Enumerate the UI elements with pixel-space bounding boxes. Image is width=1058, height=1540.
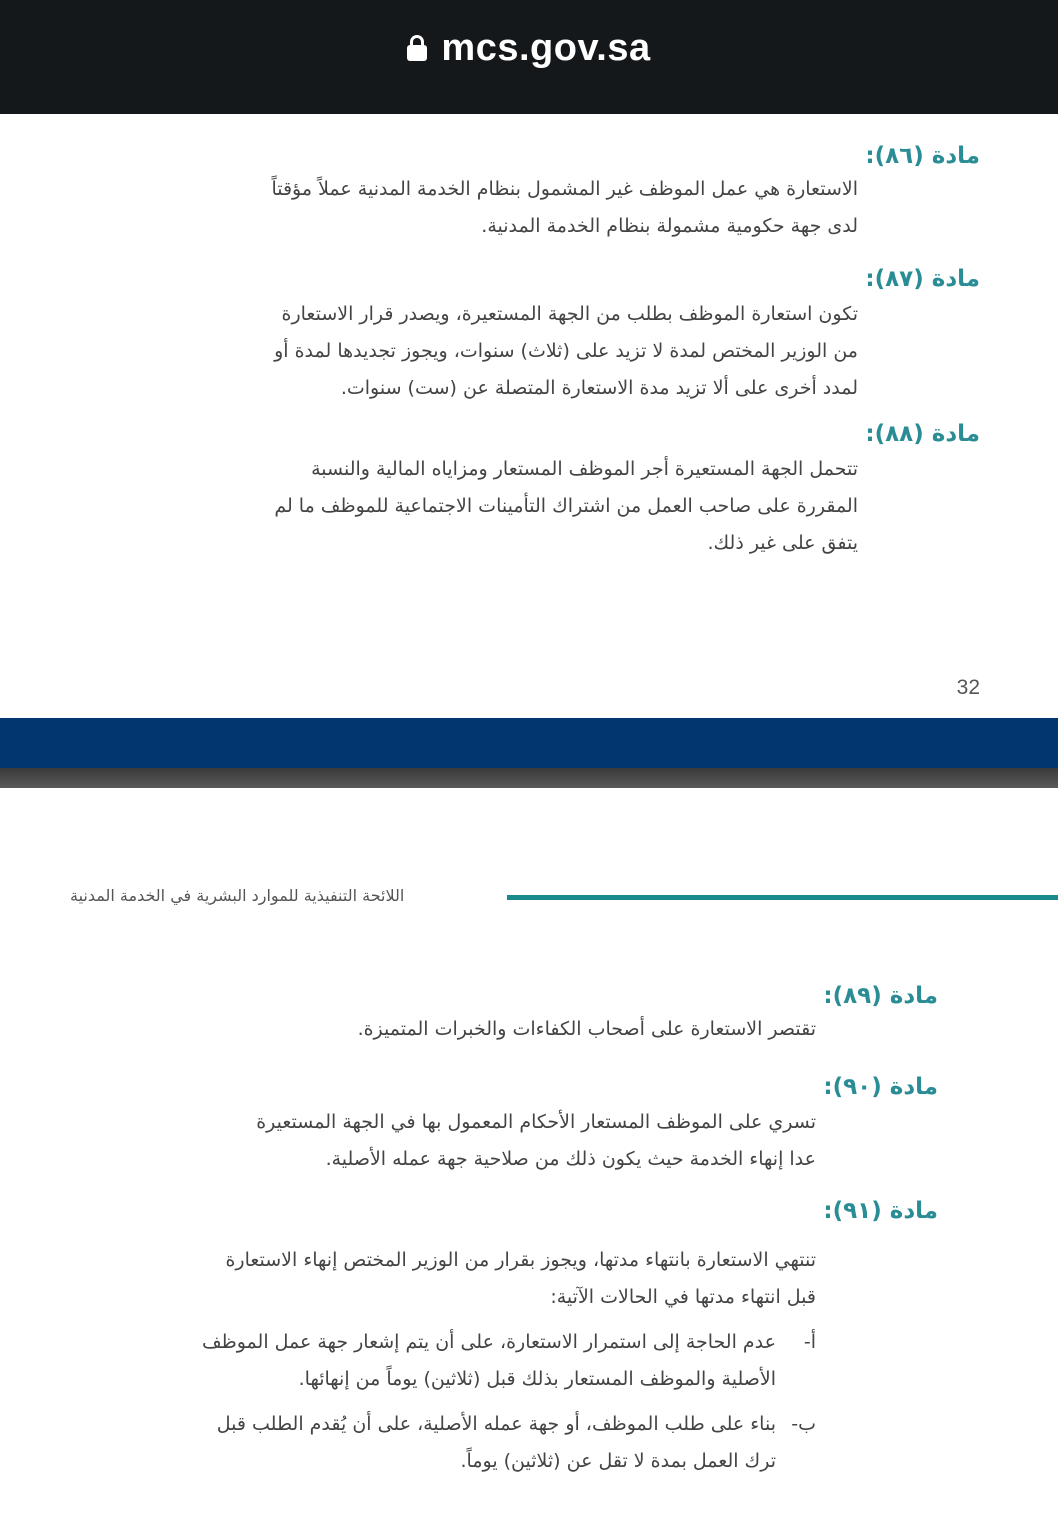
- document-page-33: [0, 788, 1058, 1540]
- article-line: بناء على طلب الموظف، أو جهة عمله الأصلية، على أن يُقدم الطلب قبل: [216, 1413, 776, 1435]
- article-body: [72, 1011, 816, 1048]
- header-rule: [507, 895, 1058, 900]
- browser-url-bar[interactable]: [0, 0, 1058, 114]
- list-item-text: [72, 1324, 776, 1398]
- article-title: مادة (٨٧):: [865, 266, 980, 292]
- url-text: mcs.gov.sa: [441, 26, 651, 69]
- article-line: قبل انتهاء مدتها في الحالات الآتية:: [550, 1286, 816, 1308]
- article-body: [114, 171, 858, 245]
- article-90: [72, 1072, 938, 1178]
- article-body: [72, 1104, 816, 1178]
- page-gap: [0, 768, 1058, 788]
- article-title: مادة (٨٩):: [823, 983, 938, 1009]
- article-91: [72, 1196, 938, 1480]
- list-item: [72, 1324, 816, 1398]
- article-body: [114, 451, 858, 562]
- article-line: تتحمل الجهة المستعيرة أجر الموظف المستعار ومزاياه المالية والنسبة: [311, 458, 858, 480]
- article-title: مادة (٨٨):: [865, 421, 980, 447]
- list-marker: ب-: [791, 1413, 816, 1435]
- article-88: [114, 419, 980, 562]
- article-title: مادة (٨٦):: [865, 143, 980, 169]
- running-header-text: اللائحة التنفيذية للموارد البشرية في الخدمة المدنية: [70, 886, 405, 905]
- article-line: المقررة على صاحب العمل من اشتراك التأمينات الاجتماعية للموظف ما لم: [274, 495, 858, 517]
- article-89: [72, 981, 938, 1048]
- article-body: [72, 1242, 816, 1480]
- article-line: الأصلية والموظف المستعار بذلك قبل (ثلاثين) يوماً من إنهائها.: [298, 1368, 776, 1390]
- article-line: من الوزير المختص لمدة لا تزيد على (ثلاث) سنوات، ويجوز تجديدها لمدة أو: [274, 340, 858, 362]
- page-number: 32: [956, 676, 980, 699]
- lock-icon: [407, 35, 427, 61]
- article-line: لمدد أخرى على ألا تزيد مدة الاستعارة المتصلة عن (ست) سنوات.: [340, 377, 858, 399]
- article-line: الاستعارة هي عمل الموظف غير المشمول بنظام الخدمة المدنية عملاً مؤقتاً: [271, 178, 858, 200]
- article-line: لدى جهة حكومية مشمولة بنظام الخدمة المدنية.: [481, 215, 858, 237]
- article-line: يتفق على غير ذلك.: [707, 532, 858, 554]
- article-line: ترك العمل بمدة لا تقل عن (ثلاثين) يوماً.: [460, 1450, 776, 1472]
- document-page-32: [0, 114, 1058, 718]
- article-title: مادة (٩٠):: [823, 1074, 938, 1100]
- article-line: تكون استعارة الموظف بطلب من الجهة المستعيرة، ويصدر قرار الاستعارة: [281, 303, 858, 325]
- article-title: مادة (٩١):: [823, 1198, 938, 1224]
- running-header: [70, 886, 404, 905]
- list-marker: أ-: [803, 1331, 816, 1353]
- article-line: تنتهي الاستعارة بانتهاء مدتها، ويجوز بقرار من الوزير المختص إنهاء الاستعارة: [225, 1249, 816, 1271]
- url-display[interactable]: [407, 27, 650, 70]
- article-87: [114, 264, 980, 407]
- article-body: [114, 296, 858, 407]
- article-line: تقتصر الاستعارة على أصحاب الكفاءات والخبرات المتميزة.: [357, 1018, 816, 1040]
- list-item: [72, 1406, 816, 1480]
- article-line: تسري على الموظف المستعار الأحكام المعمول بها في الجهة المستعيرة: [256, 1111, 816, 1133]
- footer-band: [0, 718, 1058, 768]
- article-86: [114, 141, 980, 245]
- article-line: عدا إنهاء الخدمة حيث يكون ذلك من صلاحية جهة عمله الأصلية.: [325, 1148, 816, 1170]
- list-item-text: [72, 1406, 776, 1480]
- article-line: عدم الحاجة إلى استمرار الاستعارة، على أن يتم إشعار جهة عمل الموظف: [201, 1331, 776, 1353]
